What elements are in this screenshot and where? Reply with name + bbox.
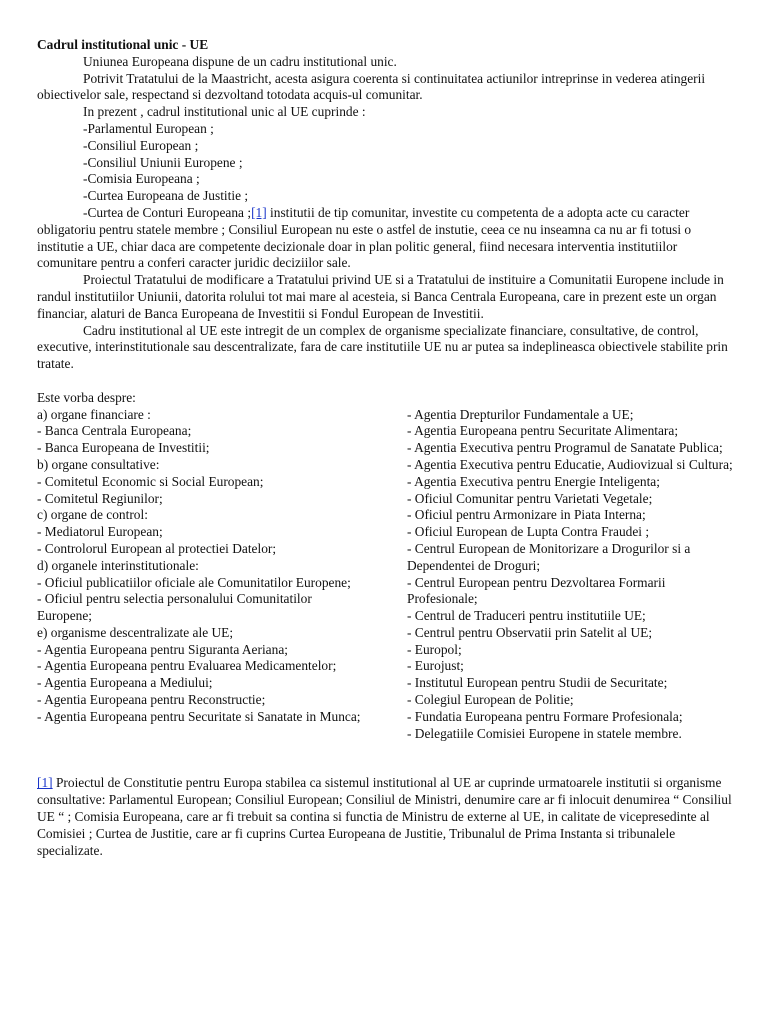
right-list-item: - Agentia Executiva pentru Educatie, Audiovizual si Cultura;: [407, 456, 733, 472]
right-list-item: - Eurojust;: [407, 658, 464, 674]
left-list-item: - Agentia Europeana pentru Siguranta Aeriana;: [37, 641, 288, 657]
institution-item: -Parlamentul European ;: [83, 120, 214, 136]
paragraph-treaty-project: Proiectul Tratatului de modificare a Tratatului privind UE si a Tratatului de instituire a Comunitatii Europene include in randul institutiilor Uniunii, datorita rolului tot mai mare al acesteia, si Banca Centrala Europeana, care in prezent este un organ financiar, alaturi de Banca Europeana de Investitii si Fondul European de Investitii.: [37, 272, 724, 321]
left-column: [37, 407, 367, 743]
left-list-item: - Comitetul Economic si Social European;: [37, 473, 264, 489]
right-list-item: - Agentia Europeana pentru Securitate Alimentara;: [407, 423, 679, 439]
right-list-item: - Centrul European pentru Dezvoltarea Formarii Profesionale;: [407, 574, 666, 607]
footnote-reference-link[interactable]: [1]: [251, 204, 267, 220]
left-list-item: - Agentia Europeana pentru Evaluarea Medicamentelor;: [37, 658, 337, 674]
right-list-item: - Europol;: [407, 641, 462, 657]
right-list-item: - Centrul pentru Observatii prin Satelit al UE;: [407, 624, 653, 640]
court-of-auditors-text: institutii de tip comunitar, investite cu competenta de a adopta acte cu caracter obligatoriu pentru statele membre ; Consiliul European nu este o astfel de instutie, ceea ce nu inseamna ca nu ar fi totusi o institutie a UE, chiar daca are competente decizionale doar in plan politic general, fiind necesara interventia institutiilor comunitare pentru a conferi caracter juridic deciziilor sale.: [37, 204, 692, 271]
left-list-item: - Agentia Europeana pentru Securitate si Sanatate in Munca;: [37, 708, 361, 724]
left-list-item: - Agentia Europeana a Mediului;: [37, 675, 213, 691]
right-list-item: - Oficiul European de Lupta Contra Fraudei ;: [407, 524, 650, 540]
left-list-item: - Banca Centrala Europeana;: [37, 423, 192, 439]
institution-item: -Comisia Europeana ;: [83, 171, 200, 187]
bodies-columns: [37, 407, 733, 743]
institution-item: -Curtea Europeana de Justitie ;: [83, 188, 249, 204]
right-column: [407, 407, 733, 743]
right-list-item: - Centrul European de Monitorizare a Drogurilor si a Dependentei de Droguri;: [407, 540, 691, 573]
left-list-item: - Agentia Europeana pentru Reconstructie;: [37, 692, 266, 708]
left-list-item: - Oficiul publicatiilor oficiale ale Comunitatilor Europene;: [37, 574, 351, 590]
paragraph-court-of-auditors: [37, 205, 733, 272]
paragraph-current-framework: In prezent , cadrul institutional unic al UE cuprinde :: [83, 104, 366, 120]
right-list-item: - Institutul European pentru Studii de Securitate;: [407, 675, 668, 691]
document-title: Cadrul institutional unic - UE: [37, 37, 209, 52]
institutions-list: [37, 121, 733, 205]
right-list-item: - Agentia Executiva pentru Programul de Sanatate Publica;: [407, 440, 723, 456]
paragraph-maastricht: Potrivit Tratatului de la Maastricht, acesta asigura coerenta si continuitatea actiunilor intreprinse in vederea atingerii obiectivelor sale, respectand si dezvoltand totodata acquis-ul comunitar.: [37, 70, 706, 103]
left-list-item: - Controlorul European al protectiei Datelor;: [37, 540, 277, 556]
left-list-item: d) organele interinstitutionale:: [37, 557, 199, 573]
footnote-back-link[interactable]: [1]: [37, 775, 53, 791]
right-list-item: - Centrul de Traduceri pentru institutiile UE;: [407, 608, 646, 624]
footnote-text: Proiectul de Constitutie pentru Europa stabilea ca sistemul institutional al UE ar cuprinde urmatoarele institutii si organisme consultative: Parlamentul European; Consiliul European; Consiliul de Ministri, denumire care ar fi inlocuit denumirea “ Consiliul UE “ ; Comisia Europeana, care ar fi trebuit sa contina si functia de Ministru de externe al UE, in calitate de vicepresedinte al Comisiei ; Curtea de Justitie, care ar fi cuprins Curtea Europeana de Justitie, Tribunalul de Prima Instanta si tribunalele specializate.: [37, 775, 732, 858]
footnote: [37, 775, 733, 859]
document-page: [37, 37, 733, 859]
left-list-item: - Mediatorul European;: [37, 524, 163, 540]
left-list-item: - Banca Europeana de Investitii;: [37, 440, 210, 456]
list-intro: Este vorba despre:: [37, 389, 136, 405]
institution-item: -Consiliul European ;: [83, 137, 199, 153]
paragraph-specialized-bodies: Cadru institutional al UE este intregit de un complex de organisme specializate financiare, consultative, de control, executive, interinstitutionale sau descentralizate, fara de care institutiile UE nu ar putea sa indeplineasca obiectivele stabilite prin tratate.: [37, 322, 728, 372]
right-list-item: - Oficiul pentru Armonizare in Piata Interna;: [407, 507, 646, 523]
left-list-item: a) organe financiare :: [37, 406, 151, 422]
right-list-item: - Fundatia Europeana pentru Formare Profesionala;: [407, 708, 683, 724]
right-list-item: - Delegatiile Comisiei Europene in statele membre.: [407, 725, 682, 741]
right-list-item: - Colegiul European de Politie;: [407, 692, 574, 708]
left-list-item: c) organe de control:: [37, 507, 148, 523]
left-list-item: - Oficiul pentru selectia personalului Comunitatilor Europene;: [37, 591, 312, 624]
paragraph-intro: Uniunea Europeana dispune de un cadru institutional unic.: [83, 53, 397, 69]
spacer: [37, 742, 733, 775]
court-of-auditors-label: -Curtea de Conturi Europeana ;: [83, 204, 252, 220]
left-list-item: b) organe consultative:: [37, 456, 160, 472]
right-list-item: - Oficiul Comunitar pentru Varietati Vegetale;: [407, 490, 653, 506]
institution-item: -Consiliul Uniunii Europene ;: [83, 154, 243, 170]
right-list-item: - Agentia Drepturilor Fundamentale a UE;: [407, 406, 634, 422]
left-list-item: e) organisme descentralizate ale UE;: [37, 624, 234, 640]
spacer: [37, 373, 733, 390]
right-list-item: - Agentia Executiva pentru Energie Inteligenta;: [407, 473, 660, 489]
left-list-item: - Comitetul Regiunilor;: [37, 490, 163, 506]
